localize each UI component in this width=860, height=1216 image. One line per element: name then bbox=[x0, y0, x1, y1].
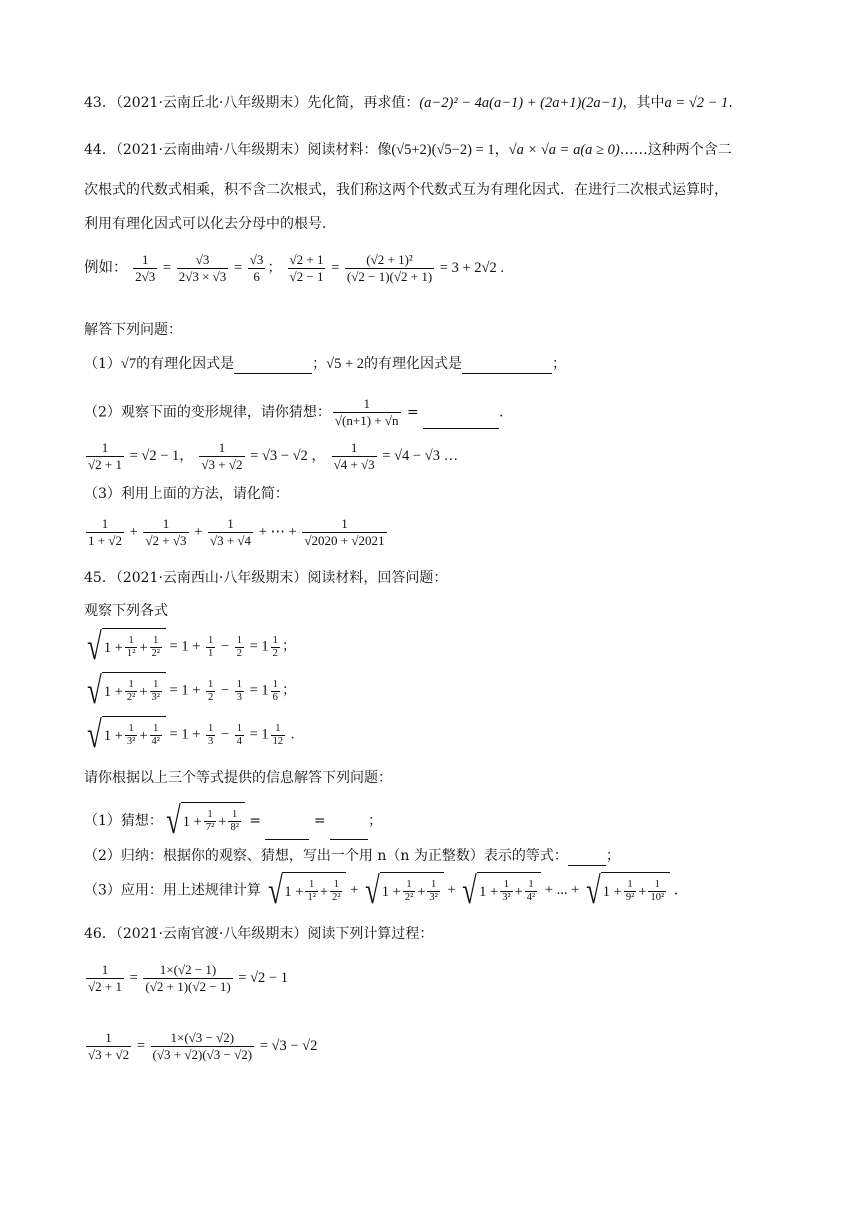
q44-example-2: √a × √a = a(a ≥ 0) bbox=[508, 142, 620, 158]
q45-eq3: √ 1 + $\frac{1}{\text{3²}}$ + $\frac{1}{\text{4²}}$ = 1 + $\frac{1}{3}$ − $\frac{1}{4}$ = 1 $\frac{1}{12}$ . bbox=[87, 714, 295, 756]
q46-step1: $\frac{1}{√2 + 1}$ = $\frac{1\times(√2 - 1)}{(√2 + 1)(√2 - 1)}$ = √2 − 1 bbox=[88, 962, 288, 994]
q43-condition-text: ，其中 bbox=[622, 95, 665, 111]
answer-blank[interactable] bbox=[234, 373, 312, 374]
q43-label: 43．（2021·云南丘北·八年级期末）先化简，再求值： bbox=[84, 95, 420, 111]
q44-part2: （2）观察下面的变形规律，请你猜想： $\frac{1}{√(n+1) + √n}$ = ． bbox=[84, 396, 514, 428]
q45-eq2: √ 1 + $\frac{1}{\text{2²}}$ + $\frac{1}{\text{3²}}$ = 1 + $\frac{1}{2}$ − $\frac{1}{3}$ = 1 $\frac{1}{6}$ ； bbox=[87, 670, 297, 712]
question-43: 43．（2021·云南丘北·八年级期末）先化简，再求值：(a−2)² − 4a(a−1) + (2a+1)(2a−1)，其中a = √2 − 1. bbox=[84, 95, 733, 111]
q44-line2: 次根式的代数式相乘，积不含二次根式，我们称这两个代数式互为有理化因式．在进行二次根式运算时， bbox=[84, 182, 728, 198]
q45-label: 45．（2021·云南西山·八年级期末）阅读材料，回答问题： bbox=[84, 570, 448, 586]
q45-eq1: √ 1 + $\frac{1}{\text{1²}}$ + $\frac{1}{\text{2²}}$ = 1 + $\frac{1}{1}$ − $\frac{1}{2}$ = 1 $\frac{1}{2}$ ； bbox=[87, 626, 297, 668]
answer-blank[interactable] bbox=[568, 865, 606, 866]
q44-part1: （1）√7的有理化因式是 ；√5 + 2的有理化因式是 ； bbox=[84, 356, 567, 372]
question-44-line1: 44．（2021·云南曲靖·八年级期末）阅读材料：像(√5+2)(√5−2) = 1，√a × √a = a(a ≥ 0)……这种两个含二 bbox=[84, 142, 732, 158]
q44-label: 44．（2021·云南曲靖·八年级期末）阅读材料：像 bbox=[84, 142, 392, 158]
q44-part3: （3）利用上面的方法，请化简： bbox=[84, 486, 289, 502]
q43-expression: (a−2)² − 4a(a−1) + (2a+1)(2a−1) bbox=[419, 95, 623, 111]
q44-pattern: $\frac{1}{√2 + 1}$ = √2 − 1， $\frac{1}{√3 + √2}$ = √3 − √2 ， $\frac{1}{√4 + √3}$ = √4 − √3 … bbox=[88, 440, 459, 472]
q43-condition: a = √2 − 1 bbox=[664, 95, 729, 111]
answer-blank[interactable] bbox=[265, 839, 309, 840]
answer-blank[interactable] bbox=[330, 839, 368, 840]
q45-info: 请你根据以上三个等式提供的信息解答下列问题： bbox=[84, 770, 392, 786]
q44-tail: ……这种两个含二 bbox=[619, 142, 732, 158]
q44-example-label: 例如： bbox=[84, 259, 128, 276]
q46-step2: $\frac{1}{√3 + √2}$ = $\frac{1\times(√3 - √2)}{(√3 + √2)(√3 - √2)}$ = √3 − √2 bbox=[88, 1030, 318, 1062]
q45-part2: （2）归纳：根据你的观察、猜想，写出一个用 n（n 为正整数）表示的等式： ； bbox=[84, 848, 620, 864]
answer-blank[interactable] bbox=[462, 373, 552, 374]
answer-blank[interactable] bbox=[423, 428, 499, 429]
q45-observe: 观察下列各式 bbox=[84, 603, 168, 619]
q44-example-1: (√5+2)(√5−2) = 1 bbox=[391, 142, 495, 158]
q45-part1: （1）猜想： √ 1 + $\frac{1}{\text{7²}}$ + $\frac{1}{\text{8²}}$ = = ； bbox=[84, 800, 383, 842]
q44-line3: 利用有理化因式可以化去分母中的根号． bbox=[84, 216, 336, 232]
q46-label: 46．（2021·云南官渡·八年级期末）阅读下列计算过程： bbox=[84, 926, 434, 942]
q44-sum-expression: $\frac{1}{1 + √2}$ + $\frac{1}{√2 + √3}$ + $\frac{1}{√3 + √4}$ + ⋯ + $\frac{1}{√2020 + √2021}$ bbox=[88, 516, 385, 548]
q44-example: 例如： $\frac{1}{2√3}$ = $\frac{√3}{2√3 \times √3}$ = $\frac{√3}{6}$ ； $\frac{√2 + 1}{√2 - 1}$ = $\frac{\text{(√2 + 1)²}}{(√2 - 1)(√2 + 1)}$ = 3 + 2√2 . bbox=[84, 252, 504, 284]
q45-part3: （3）应用：用上述规律计算 √ 1 + $\frac{1}{\text{1²}}$ + $\frac{1}{\text{2²}}$ + √ 1 + $\frac{1}{\text{2²}}$ + $\frac{1}{\text{3²}}$ + √ 1 + $\frac{1}{\text{3²}}$ + $\frac{1}{\text{4²}}$ + ... + √ 1 + $\frac{1}{\text{9²}}$ + $\frac{1}{\text{10²}}$ ． bbox=[84, 870, 688, 912]
q44-solve-label: 解答下列问题： bbox=[84, 322, 182, 338]
